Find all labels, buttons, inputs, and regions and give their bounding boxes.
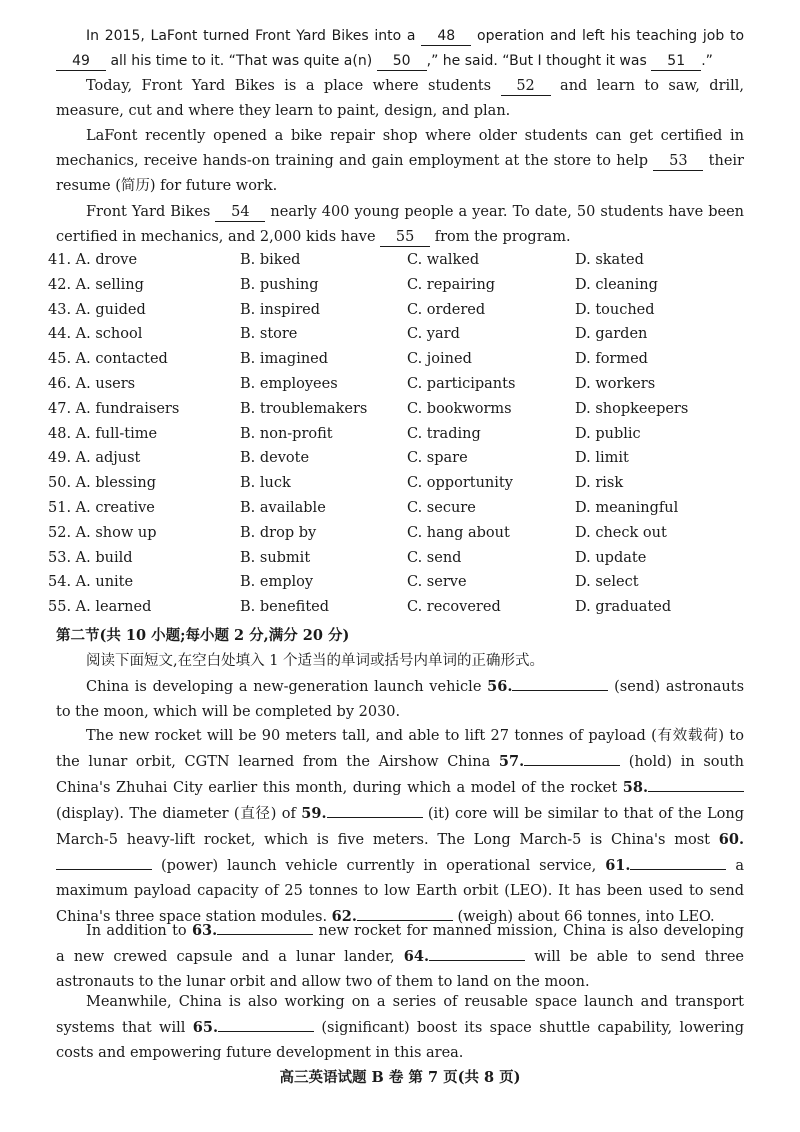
option-d: D. select <box>575 574 639 591</box>
option-row <box>48 496 748 521</box>
option-c: C. yard <box>407 326 460 343</box>
option-a: 45. A. contacted <box>48 351 168 368</box>
option-row <box>48 397 748 422</box>
option-row <box>48 546 748 571</box>
option-d: D. workers <box>575 375 656 392</box>
option-row <box>48 471 748 496</box>
option-d: D. meaningful <box>575 499 679 516</box>
option-a: 48. A. full-time <box>48 425 158 442</box>
option-row <box>48 521 748 546</box>
question-65-number: 65. <box>192 1019 218 1036</box>
question-62-number: 62. <box>331 908 357 925</box>
answer-options-list <box>48 248 748 620</box>
hint-62: (weigh) <box>457 909 514 925</box>
question-61-number: 61. <box>605 857 631 874</box>
passage-paragraph-2: Today, Front Yard Bikes is a place where students 52 and learn to saw, drill, measure, cut and where they learn to paint, design, and plan. <box>56 78 745 119</box>
option-c: C. participants <box>407 375 516 392</box>
option-b: B. devote <box>240 450 310 467</box>
blank-55: 55 <box>380 228 430 247</box>
blank-53: 53 <box>653 152 703 171</box>
option-d: D. skated <box>575 252 644 268</box>
hint-60: (power) <box>160 858 219 874</box>
option-d: D. graduated <box>575 599 672 616</box>
answer-blank-57[interactable] <box>524 749 620 766</box>
option-row <box>48 248 748 273</box>
option-c: C. recovered <box>407 599 501 616</box>
blank-51: 51 <box>651 52 701 71</box>
option-b: B. biked <box>240 252 301 268</box>
option-d: D. formed <box>575 351 648 368</box>
option-a: 44. A. school <box>48 326 143 343</box>
passage-b-paragraph-3: In addition to 63. new rocket for manned mission, China is also developing a new crewed capsule and a lunar lander, 64. will be able to send three astronauts to the lunar orbit and allow two of them to land on the moon. <box>56 918 744 995</box>
passage-paragraph-3: LaFont recently opened a bike repair shop where older students can get certified in mechanics, receive hands-on training and gain employment at the store to help 53 their resume (简历) for future work. <box>56 128 744 194</box>
option-b: B. troublemakers <box>240 400 368 417</box>
option-b: B. luck <box>240 475 291 492</box>
passage-paragraph-4: Front Yard Bikes 54 nearly 400 young people a year. To date, 50 students have been certified in mechanics, and 2,000 kids have 55 from the program. <box>56 204 744 245</box>
option-a: 50. A. blessing <box>48 475 156 492</box>
hint-57: (hold) <box>628 754 673 770</box>
option-a: 52. A. show up <box>48 524 157 541</box>
answer-blank-60[interactable] <box>56 853 152 870</box>
option-row <box>48 347 748 372</box>
option-c: C. repairing <box>407 276 496 293</box>
question-60-number: 60. <box>718 831 744 848</box>
question-56-number: 56. <box>487 678 513 695</box>
option-b: B. available <box>240 499 326 516</box>
option-c: C. hang about <box>407 524 510 541</box>
option-a: 55. A. learned <box>48 599 152 616</box>
option-a: 49. A. adjust <box>48 450 141 467</box>
passage-paragraph-1: In 2015, LaFont turned Front Yard Bikes into a 48 operation and left his teaching job to 49 all his time to it. “That was quite a(n) 50 ,” he said. “But I thought it was 51 .” <box>56 24 744 74</box>
answer-blank-61[interactable] <box>630 853 726 870</box>
answer-blank-65[interactable] <box>218 1015 314 1032</box>
answer-blank-56[interactable] <box>512 674 608 691</box>
option-b: B. pushing <box>240 276 319 293</box>
blank-48: 48 <box>421 27 471 46</box>
answer-blank-59[interactable] <box>327 801 423 818</box>
option-a: 43. A. guided <box>48 301 146 318</box>
option-b: B. imagined <box>240 351 329 368</box>
option-a: 42. A. selling <box>48 276 144 293</box>
question-58-number: 58. <box>622 779 649 796</box>
option-d: D. shopkeepers <box>575 400 689 417</box>
answer-blank-63[interactable] <box>217 918 313 935</box>
option-b: B. drop by <box>240 524 317 541</box>
option-d: D. touched <box>575 301 655 318</box>
option-b: B. store <box>240 326 298 343</box>
option-c: C. send <box>407 549 462 566</box>
option-a: 54. A. unite <box>48 574 134 591</box>
option-d: D. limit <box>575 450 629 467</box>
option-c: C. serve <box>407 574 467 591</box>
answer-blank-58[interactable] <box>648 775 744 792</box>
option-row <box>48 298 748 323</box>
option-row <box>48 570 748 595</box>
option-b: B. employ <box>240 574 314 591</box>
option-c: C. walked <box>407 252 480 268</box>
option-b: B. benefited <box>240 599 330 616</box>
option-a: 46. A. users <box>48 375 136 392</box>
option-d: D. risk <box>575 475 624 492</box>
option-b: B. inspired <box>240 301 321 318</box>
option-a: 53. A. build <box>48 549 133 566</box>
passage-b-paragraph-2: The new rocket will be 90 meters tall, and able to lift 27 tonnes of payload (有效载荷) to the lunar orbit, CGTN learned from the Airshow China 57. (hold) in south China's Zhuhai City earlier this month, during which a model of the rocket 58. (display). The diameter (直径) of 59. (it) core will be similar to that of the Long March-5 heavy-lift rocket, which is five meters. The Long March-5 is China's most 60. (power) launch vehicle currently in operational service, 61. a maximum payload capacity of 25 tonnes to low Earth orbit (LEO). It has been used to send China's three space station modules. 62. (weigh) about 66 tonnes, into LEO. <box>56 728 745 925</box>
passage-b-paragraph-1: China is developing a new-generation launch vehicle 56. (send) astronauts to the moon, which will be completed by 2030. <box>56 674 744 725</box>
option-a: 41. A. drove <box>48 252 138 268</box>
option-row <box>48 322 748 347</box>
option-c: C. opportunity <box>407 475 513 492</box>
option-b: B. non-profit <box>240 425 333 442</box>
blank-50: 50 <box>377 52 427 71</box>
option-row <box>48 446 748 471</box>
option-c: C. bookworms <box>407 400 512 417</box>
option-row <box>48 273 748 298</box>
question-64-number: 64. <box>403 948 429 965</box>
blank-54: 54 <box>215 203 265 222</box>
page-footer: 高三英语试题 B 卷 第 7 页(共 8 页) <box>279 1069 521 1086</box>
question-63-number: 63. <box>191 922 218 939</box>
hint-58: (display). <box>56 806 125 822</box>
option-row <box>48 422 748 447</box>
option-c: C. spare <box>407 450 468 467</box>
option-b: B. submit <box>240 549 311 566</box>
section-instruction: 阅读下面短文,在空白处填入 1 个适当的单词或括号内单词的正确形式。 <box>86 653 545 669</box>
passage-b-paragraph-4: Meanwhile, China is also working on a series of reusable space launch and transport systems that will 65. (significant) boost its space shuttle capability, lowering costs and empowering future development in this area. <box>56 994 744 1061</box>
option-b: B. employees <box>240 375 338 392</box>
option-d: D. public <box>575 425 641 442</box>
blank-49: 49 <box>56 52 106 71</box>
option-c: C. joined <box>407 351 472 368</box>
option-d: D. check out <box>575 524 667 541</box>
answer-blank-64[interactable] <box>429 944 525 961</box>
option-a: 51. A. creative <box>48 499 155 516</box>
option-c: C. trading <box>407 425 481 442</box>
option-d: D. garden <box>575 326 648 343</box>
section-title: 第二节(共 10 小题;每小题 2 分,满分 20 分) <box>56 627 350 644</box>
hint-65: (significant) <box>321 1020 410 1036</box>
blank-52: 52 <box>501 77 551 96</box>
question-59-number: 59. <box>301 805 327 822</box>
option-c: C. secure <box>407 499 476 516</box>
question-57-number: 57. <box>498 753 525 770</box>
option-c: C. ordered <box>407 301 486 318</box>
hint-59: (it) <box>427 806 450 822</box>
hint-56: (send) <box>614 679 661 695</box>
option-a: 47. A. fundraisers <box>48 400 180 417</box>
option-row <box>48 372 748 397</box>
option-d: D. cleaning <box>575 276 658 293</box>
option-d: D. update <box>575 549 647 566</box>
option-row <box>48 595 748 620</box>
